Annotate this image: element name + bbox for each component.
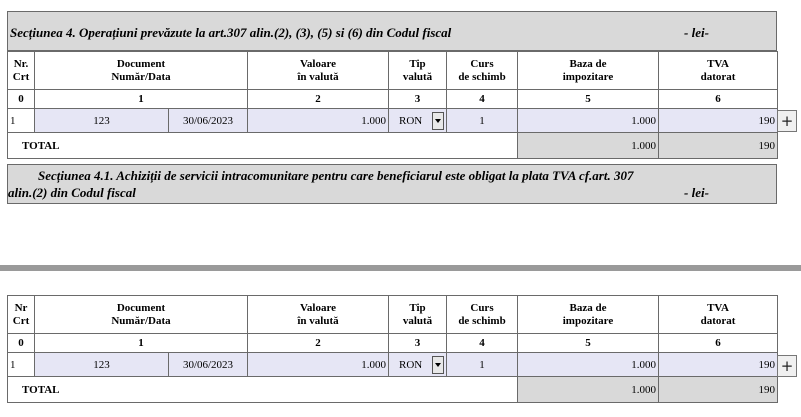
chevron-down-icon[interactable]: [432, 356, 444, 374]
total-row: [8, 377, 778, 403]
row-nr: 1: [8, 109, 35, 133]
doc-number-input[interactable]: 123: [35, 353, 169, 377]
header-type-line2: valută: [402, 314, 433, 327]
col-number-0: 0: [8, 334, 35, 353]
header-vat-line1: TVA: [707, 57, 729, 70]
header-currency-type: [389, 52, 447, 90]
plus-icon[interactable]: +: [777, 110, 797, 132]
header-vat-line1: TVA: [707, 301, 729, 314]
header-value-line2: în valută: [297, 70, 339, 83]
col-number-2: 2: [248, 334, 389, 353]
header-value-line1: Valoare: [299, 57, 337, 70]
vat-due-input[interactable]: 190: [659, 353, 778, 377]
header-nr-crt: [8, 52, 35, 90]
section-4-1-header: [7, 164, 777, 204]
section-4-header: [7, 11, 777, 51]
exchange-rate-input[interactable]: 1: [447, 353, 518, 377]
total-tax-base: 1.000: [518, 133, 659, 159]
section-divider: [0, 265, 801, 271]
currency-type-select[interactable]: [389, 109, 447, 133]
header-document: [35, 52, 248, 90]
header-document-line2: Număr/Data: [111, 70, 171, 83]
header-base-line1: Baza de: [569, 57, 607, 70]
col-number-4: 4: [447, 90, 518, 109]
header-exchange-rate: [447, 52, 518, 90]
header-base-line2: impozitare: [562, 70, 614, 83]
col-number-3: 3: [389, 334, 447, 353]
header-vat-line2: datorat: [700, 70, 736, 83]
header-base-line1: Baza de: [569, 301, 607, 314]
col-number-5: 5: [518, 334, 659, 353]
col-number-4: 4: [447, 334, 518, 353]
section-4-1-currency-note: - lei-: [684, 185, 709, 200]
col-number-2: 2: [248, 90, 389, 109]
col-number-6: 6: [659, 90, 778, 109]
header-value-line2: în valută: [297, 314, 339, 327]
col-number-0: 0: [8, 90, 35, 109]
value-currency-input[interactable]: 1.000: [248, 353, 389, 377]
tax-base-input[interactable]: 1.000: [518, 109, 659, 133]
currency-type-select[interactable]: [389, 353, 447, 377]
header-tax-base: [518, 52, 659, 90]
header-vat-due: [659, 296, 778, 334]
doc-number-input[interactable]: 123: [35, 109, 169, 133]
row-nr: 1: [8, 353, 35, 377]
section-4-1-title-line2: alin.(2) din Codul fiscal: [8, 185, 136, 200]
header-value-currency: [248, 296, 389, 334]
total-vat: 190: [659, 133, 778, 159]
chevron-down-icon[interactable]: [432, 112, 444, 130]
header-rate-line2: de schimb: [458, 314, 506, 327]
header-type-line1: Tip: [409, 301, 426, 314]
total-tax-base: 1.000: [518, 377, 659, 403]
header-type-line1: Tip: [409, 57, 426, 70]
currency-type-value: RON: [399, 114, 423, 127]
total-row: [8, 133, 778, 159]
col-number-5: 5: [518, 90, 659, 109]
header-nr-line1: Nr: [14, 301, 28, 314]
plus-icon[interactable]: +: [777, 355, 797, 377]
header-nr-crt: [8, 296, 35, 334]
header-document-line1: Document: [116, 57, 166, 70]
col-number-3: 3: [389, 90, 447, 109]
header-rate-line1: Curs: [470, 301, 494, 314]
header-nr-line1: Nr.: [13, 57, 29, 70]
vat-due-input[interactable]: 190: [659, 109, 778, 133]
section-4-1-table: [7, 295, 778, 403]
col-number-1: 1: [35, 334, 248, 353]
header-value-line1: Valoare: [299, 301, 337, 314]
header-document: [35, 296, 248, 334]
total-vat: 190: [659, 377, 778, 403]
section-4-title: Secțiunea 4. Operațiuni prevăzute la art.307 alin.(2), (3), (5) si (6) din Codul fiscal: [10, 25, 452, 40]
doc-date-input[interactable]: 30/06/2023: [169, 109, 248, 133]
header-base-line2: impozitare: [562, 314, 614, 327]
doc-date-input[interactable]: 30/06/2023: [169, 353, 248, 377]
header-currency-type: [389, 296, 447, 334]
header-rate-line2: de schimb: [458, 70, 506, 83]
col-number-1: 1: [35, 90, 248, 109]
table-row: [8, 109, 778, 133]
table-row: [8, 353, 778, 377]
header-document-line2: Număr/Data: [111, 314, 171, 327]
section-4-1-title-line1: Secțiunea 4.1. Achiziții de servicii intracomunitare pentru care beneficiarul este obligat la plata TVA cf.art. 307: [38, 168, 634, 183]
section-4-table: [7, 51, 778, 159]
header-nr-line2: Crt: [12, 314, 30, 327]
header-nr-line2: Crt: [12, 70, 30, 83]
header-value-currency: [248, 52, 389, 90]
header-exchange-rate: [447, 296, 518, 334]
tax-base-input[interactable]: 1.000: [518, 353, 659, 377]
section-4-currency-note: - lei-: [684, 25, 709, 40]
total-label: TOTAL: [8, 377, 518, 403]
header-rate-line1: Curs: [470, 57, 494, 70]
value-currency-input[interactable]: 1.000: [248, 109, 389, 133]
col-number-6: 6: [659, 334, 778, 353]
header-type-line2: valută: [402, 70, 433, 83]
header-vat-due: [659, 52, 778, 90]
header-document-line1: Document: [116, 301, 166, 314]
header-tax-base: [518, 296, 659, 334]
header-vat-line2: datorat: [700, 314, 736, 327]
currency-type-value: RON: [399, 358, 423, 371]
exchange-rate-input[interactable]: 1: [447, 109, 518, 133]
total-label: TOTAL: [8, 133, 518, 159]
